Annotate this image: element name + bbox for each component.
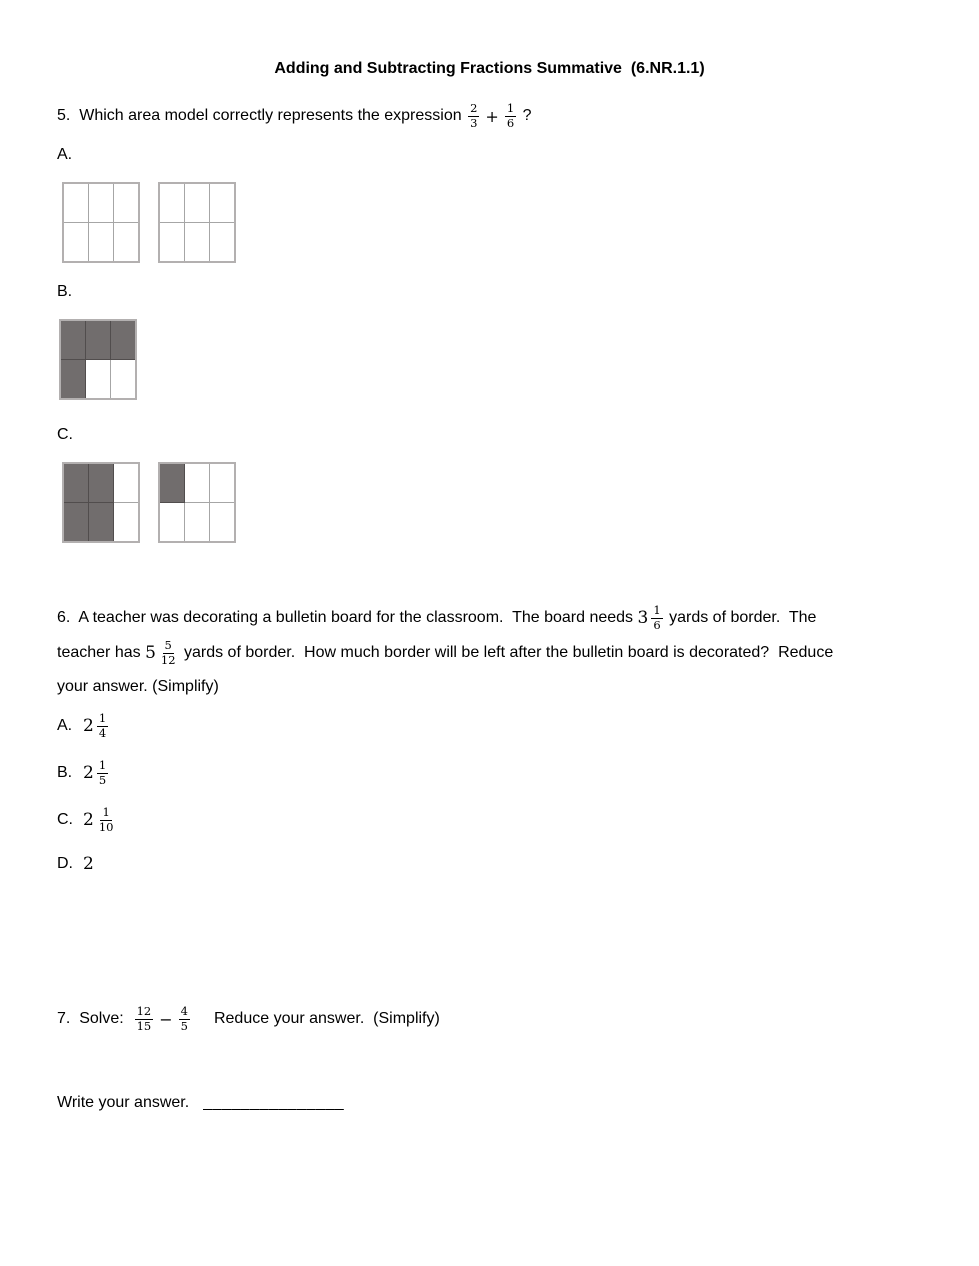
whole-number: 2 xyxy=(83,716,94,736)
fraction-denominator: 15 xyxy=(136,1018,152,1033)
empty-cell xyxy=(159,183,185,223)
question-6-text: yards of border. How much border will be left after the bulletin board is decorated? Reduce xyxy=(179,644,834,661)
shaded-cell xyxy=(60,360,86,400)
fraction-numerator: 1 xyxy=(98,758,107,773)
shaded-cell xyxy=(63,503,89,543)
fraction-denominator: 5 xyxy=(98,772,107,787)
fraction xyxy=(97,712,108,739)
spacer xyxy=(70,107,79,125)
fraction-denominator: 4 xyxy=(98,725,107,740)
choice-d xyxy=(57,852,95,876)
area-model-grid xyxy=(62,182,140,263)
empty-cell xyxy=(185,503,210,543)
empty-cell xyxy=(210,183,236,223)
area-model-option-c xyxy=(62,462,236,543)
page-title: Adding and Subtracting Fractions Summative (6.NR.1.1) xyxy=(274,60,705,77)
fraction-numerator: 1 xyxy=(98,711,107,726)
whole-number: 2 xyxy=(83,810,94,830)
fraction-numerator: 2 xyxy=(470,101,478,116)
shaded-cell xyxy=(89,503,114,543)
empty-cell xyxy=(86,360,111,400)
shaded-cell xyxy=(60,320,86,360)
answer-line xyxy=(57,1090,344,1116)
fraction xyxy=(159,639,178,666)
choice-c-letter: C. xyxy=(57,811,73,828)
area-model-grid xyxy=(158,462,236,543)
fraction-two-thirds xyxy=(468,102,479,129)
choice-c-value xyxy=(83,806,117,833)
shaded-cell xyxy=(86,320,111,360)
shaded-cell xyxy=(63,463,89,503)
fraction-numerator: 12 xyxy=(136,1004,152,1019)
area-model-option-a xyxy=(62,182,236,263)
choice-d-letter: D. xyxy=(57,855,73,872)
fraction-denominator: 6 xyxy=(506,115,515,130)
fraction-numerator: 4 xyxy=(180,1004,188,1019)
shaded-cell xyxy=(89,463,114,503)
question-6-text: teacher has xyxy=(57,644,146,661)
empty-cell xyxy=(114,503,140,543)
mixed-number-3-1-6 xyxy=(638,604,665,631)
empty-cell xyxy=(185,223,210,263)
empty-cell xyxy=(210,503,236,543)
choice-b-letter: B. xyxy=(57,764,73,781)
fraction-denominator: 6 xyxy=(653,617,661,632)
fraction xyxy=(97,806,116,833)
area-model-grid xyxy=(59,319,137,400)
fraction-numerator: 5 xyxy=(164,638,172,653)
empty-cell xyxy=(114,463,140,503)
empty-cell xyxy=(210,463,236,503)
fraction-denominator: 12 xyxy=(160,652,176,667)
empty-cell xyxy=(185,463,210,503)
choice-a xyxy=(57,708,110,744)
whole-number: 3 xyxy=(637,608,649,628)
choice-a-value xyxy=(83,712,110,739)
fraction-one-sixth xyxy=(505,102,516,129)
empty-cell xyxy=(63,223,89,263)
fraction-numerator: 1 xyxy=(506,101,515,116)
answer-blank[interactable]: _______________ xyxy=(203,1094,345,1111)
area-model-grid xyxy=(62,462,140,543)
empty-cell xyxy=(89,223,114,263)
fraction-numerator: 1 xyxy=(102,805,110,820)
question-6-text: 6. A teacher was decorating a bulletin board for the classroom. The board needs xyxy=(57,609,638,626)
question-6-text: yards of border. The xyxy=(664,609,817,626)
question-7-prompt: 7. Solve: xyxy=(57,1010,133,1027)
option-c-label: C. xyxy=(57,426,73,443)
fraction-denominator: 3 xyxy=(470,115,478,130)
fraction-denominator: 10 xyxy=(98,819,114,834)
whole-number: 5 xyxy=(145,643,156,663)
area-model-option-b xyxy=(59,319,137,400)
question-7-instruction: Reduce your answer. (Simplify) xyxy=(213,1010,440,1027)
question-6-line-1 xyxy=(57,600,816,636)
choice-b-value xyxy=(83,759,110,786)
shaded-cell xyxy=(159,463,185,503)
question-5-number: 5. xyxy=(57,107,71,124)
fraction-twelve-fifteenths xyxy=(135,1005,154,1032)
answer-label: Write your answer. xyxy=(57,1094,190,1111)
mixed-number-5-5-12 xyxy=(145,639,179,666)
option-a-label: A. xyxy=(57,146,73,163)
question-5-prompt: Which area model correctly represents the expression xyxy=(79,107,467,124)
question-6-line-2 xyxy=(57,635,833,671)
question-7 xyxy=(57,999,440,1039)
choice-d-value: 2 xyxy=(83,854,94,874)
fraction-numerator: 1 xyxy=(653,603,661,618)
minus-operator: − xyxy=(159,1009,173,1029)
shaded-cell xyxy=(111,320,137,360)
empty-cell xyxy=(159,503,185,543)
question-5-suffix: ? xyxy=(518,107,532,124)
question-6-line-3 xyxy=(57,676,219,698)
fraction-denominator: 5 xyxy=(180,1018,188,1033)
empty-cell xyxy=(114,183,140,223)
empty-cell xyxy=(89,183,114,223)
empty-cell xyxy=(159,223,185,263)
empty-cell xyxy=(185,183,210,223)
choice-a-letter: A. xyxy=(57,717,73,734)
empty-cell xyxy=(210,223,236,263)
option-b-label: B. xyxy=(57,283,73,300)
fraction-four-fifths xyxy=(179,1005,190,1032)
plus-operator: + xyxy=(485,106,499,126)
fraction xyxy=(97,759,108,786)
choice-b xyxy=(57,755,110,791)
empty-cell xyxy=(114,223,140,263)
empty-cell xyxy=(63,183,89,223)
whole-number: 2 xyxy=(83,763,94,783)
empty-cell xyxy=(111,360,137,400)
fraction xyxy=(651,604,662,631)
question-5 xyxy=(57,96,531,136)
choice-c xyxy=(57,802,117,838)
question-6-text: your answer. (Simplify) xyxy=(57,678,219,695)
area-model-grid xyxy=(158,182,236,263)
